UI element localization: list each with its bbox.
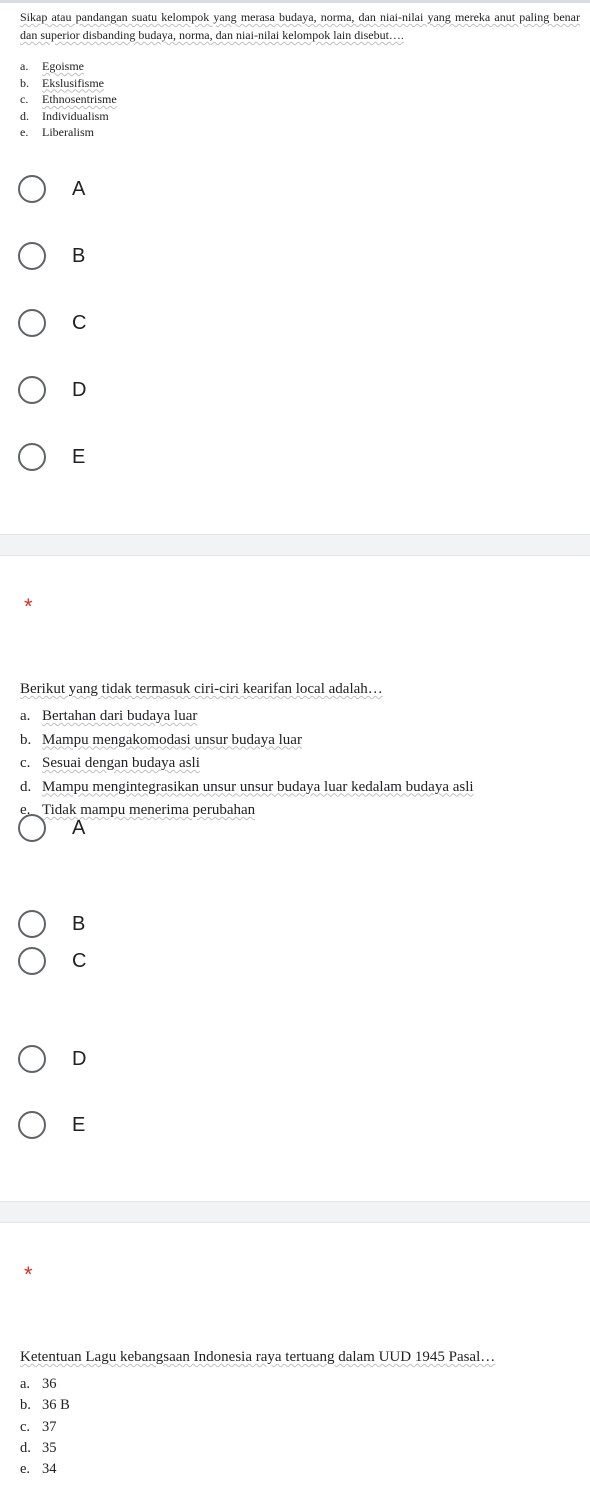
question-1-options bbox=[20, 58, 117, 141]
option-item: a. 36 bbox=[20, 1376, 57, 1392]
radio-circle[interactable] bbox=[18, 376, 46, 404]
option-item: b. Mampu mengakomodasi unsur budaya luar bbox=[20, 731, 302, 748]
option-item: a. Bertahan dari budaya luar bbox=[20, 708, 198, 724]
radio-choice-a[interactable]: A bbox=[18, 814, 85, 842]
option-item: e. 34 bbox=[20, 1461, 57, 1478]
section-divider bbox=[0, 534, 590, 556]
option-item: d. Mampu mengintegrasikan unsur unsur budaya luar kedalam budaya asli bbox=[20, 778, 474, 795]
radio-circle[interactable] bbox=[18, 910, 46, 938]
radio-choice-d[interactable]: D bbox=[18, 376, 86, 404]
radio-choice-a[interactable]: A bbox=[18, 175, 85, 203]
option-item: e. Tidak mampu menerima perubahan bbox=[20, 802, 256, 818]
radio-choice-c[interactable]: C bbox=[18, 309, 86, 337]
radio-circle[interactable] bbox=[18, 947, 46, 975]
option-item: c. 37 bbox=[20, 1418, 57, 1435]
radio-choice-e[interactable]: E bbox=[18, 443, 85, 471]
question-2-text: Berikut yang tidak termasuk ciri-ciri kearifan local adalah… bbox=[20, 681, 383, 697]
question-3-text: Ketentuan Lagu kebangsaan Indonesia raya tertuang dalam UUD 1945 Pasal… bbox=[20, 1349, 496, 1365]
option-item: b. 36 B bbox=[20, 1397, 70, 1414]
section-divider bbox=[0, 1201, 590, 1223]
radio-circle[interactable] bbox=[18, 175, 46, 203]
required-asterisk: * bbox=[24, 594, 33, 619]
radio-circle[interactable] bbox=[18, 443, 46, 471]
radio-choice-c[interactable]: C bbox=[18, 947, 86, 975]
radio-circle[interactable] bbox=[18, 1111, 46, 1139]
radio-circle[interactable] bbox=[18, 814, 46, 842]
option-item: c. Ethnosentrisme bbox=[20, 92, 117, 106]
question-1-text: Sikap atau pandangan suatu kelompok yang merasa budaya, norma, dan niai-nilai yang mereka anut paling benar dan superior disbanding budaya, norma, dan niai-nilai kelompok lain disebut…. bbox=[20, 10, 580, 42]
radio-choice-b[interactable]: B bbox=[18, 242, 85, 270]
radio-circle[interactable] bbox=[18, 1045, 46, 1073]
option-item: a. Egoisme bbox=[20, 59, 84, 73]
option-item: b. Ekslusifisme bbox=[20, 75, 104, 90]
option-item: d. 35 bbox=[20, 1439, 57, 1456]
radio-circle[interactable] bbox=[18, 242, 46, 270]
radio-choice-d[interactable]: D bbox=[18, 1045, 86, 1073]
radio-choice-e[interactable]: E bbox=[18, 1111, 85, 1139]
radio-choice-b[interactable]: B bbox=[18, 910, 85, 938]
option-item: d. Individualism bbox=[20, 108, 109, 123]
question-2-options bbox=[20, 705, 474, 823]
top-border bbox=[0, 0, 590, 3]
radio-circle[interactable] bbox=[18, 309, 46, 337]
option-item: c. Sesuai dengan budaya asli bbox=[20, 755, 200, 771]
question-3-options bbox=[20, 1374, 70, 1480]
required-asterisk: * bbox=[24, 1262, 33, 1287]
option-item: e. Liberalism bbox=[20, 125, 94, 139]
